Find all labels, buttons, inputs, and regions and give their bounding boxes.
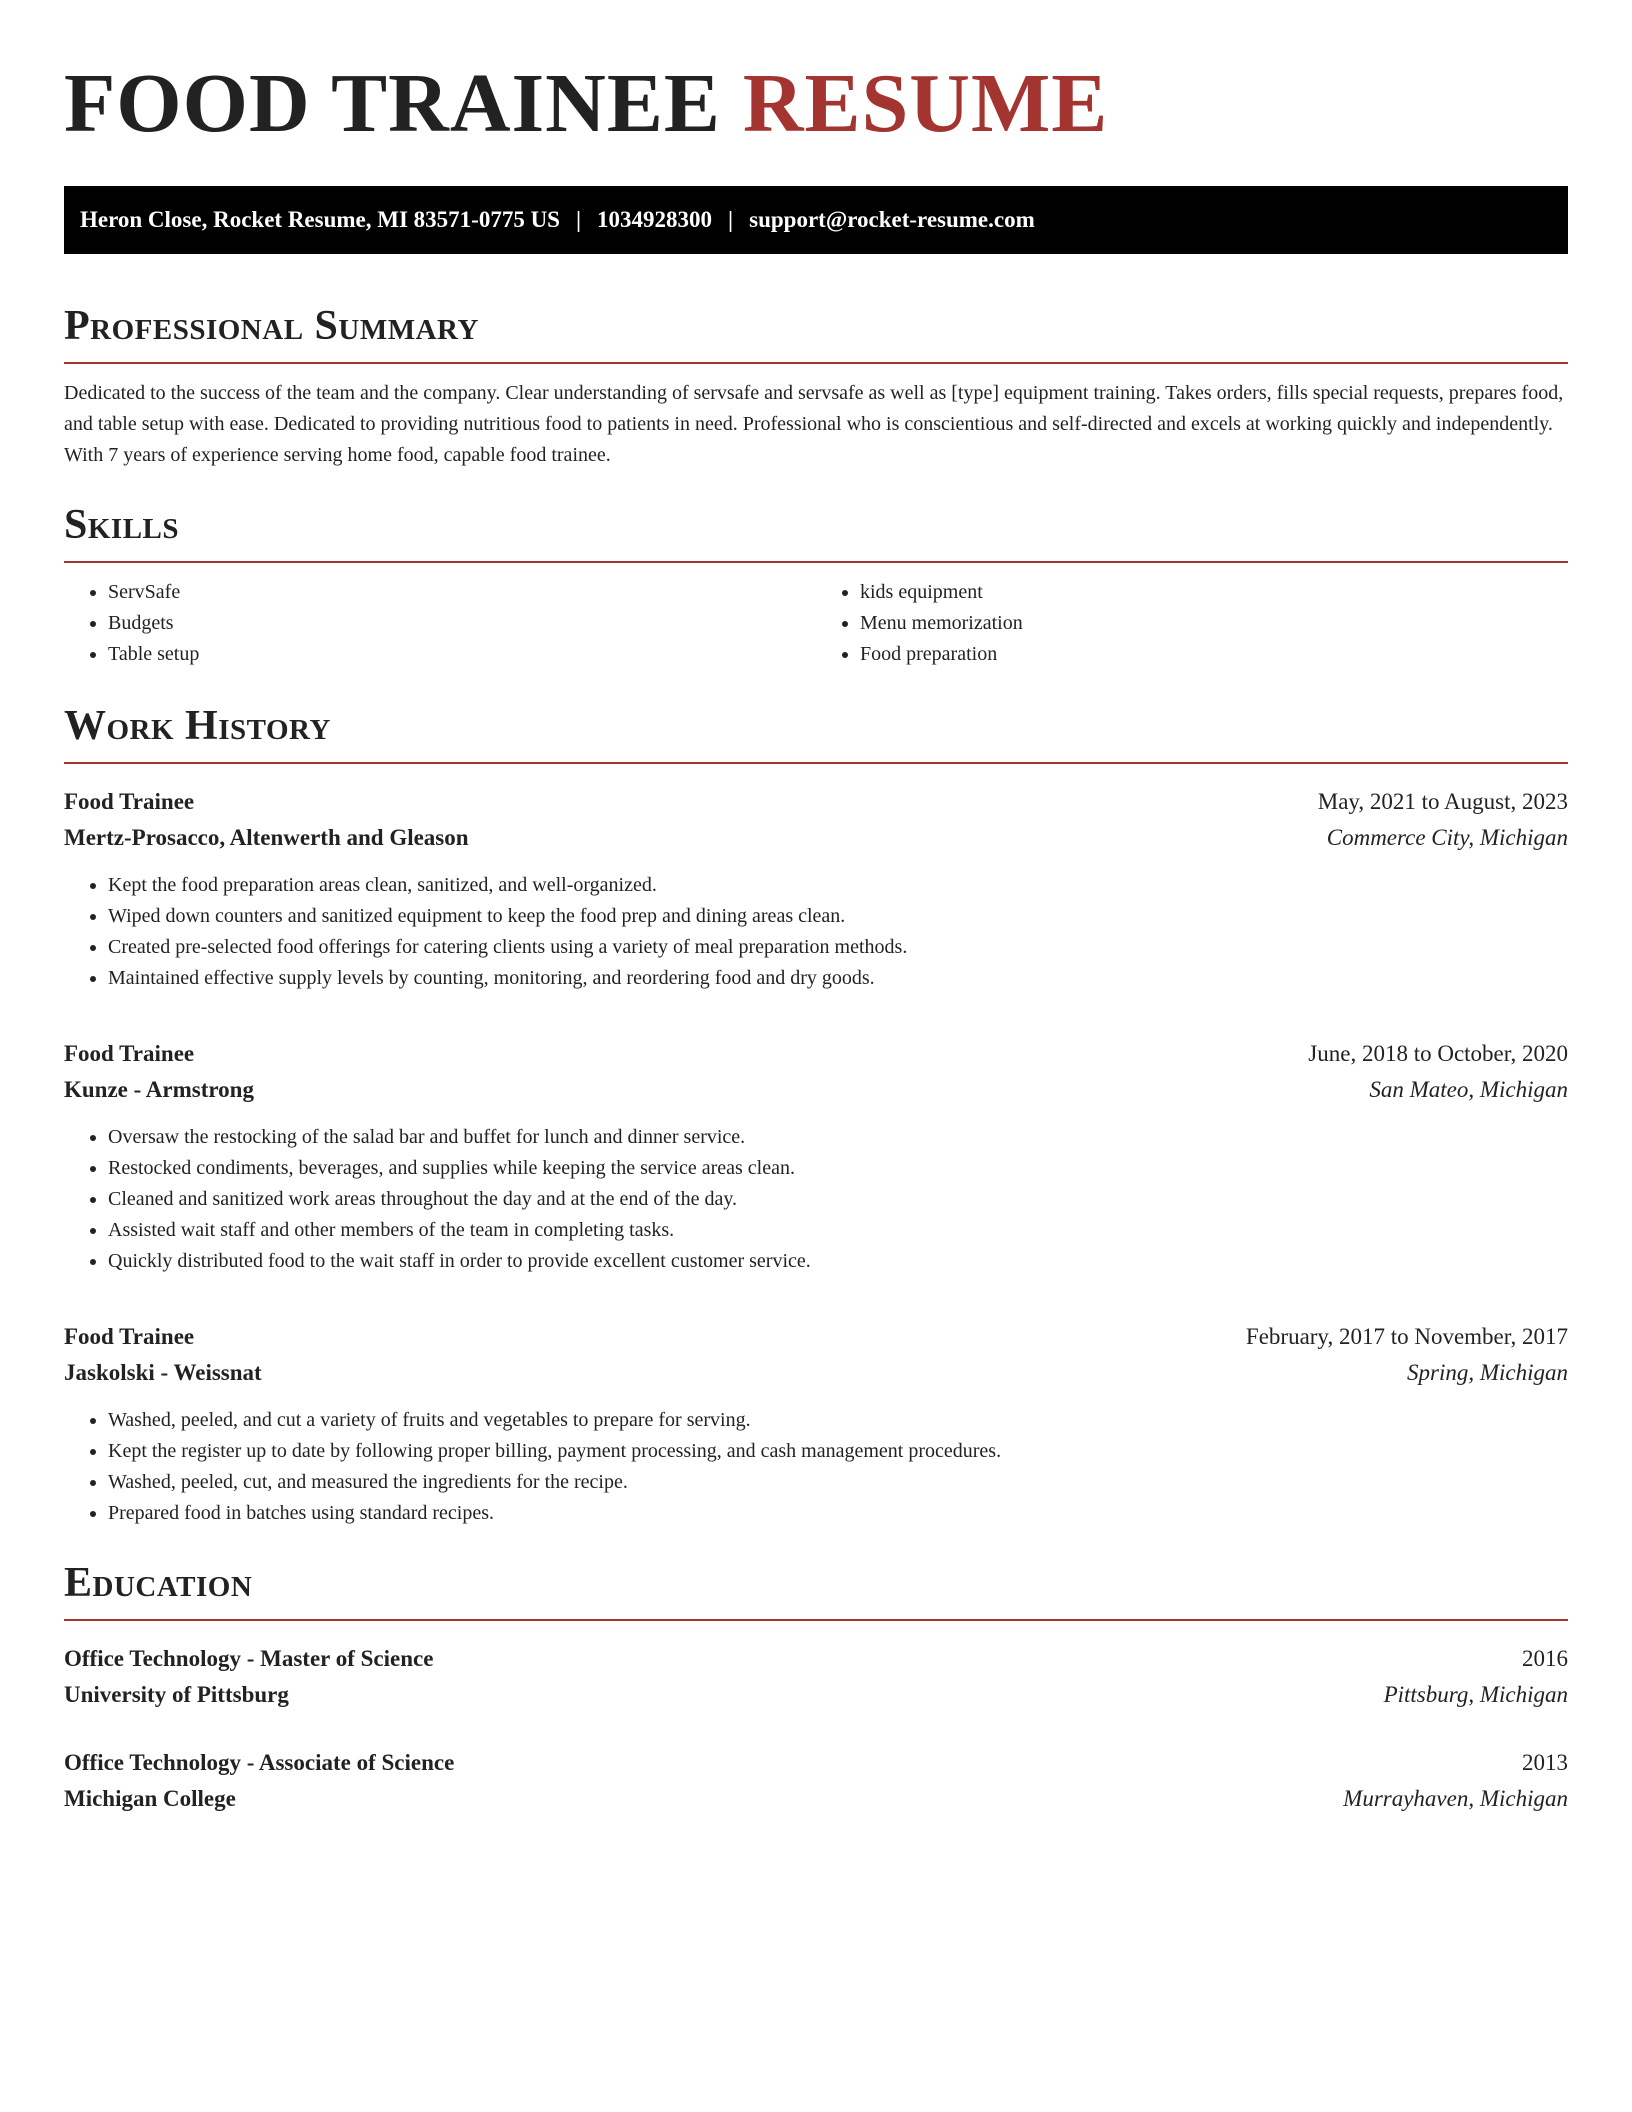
summary-section bbox=[64, 300, 1568, 471]
job-bullet: • Wiped down counters and sanitized equipment to keep the food prep and dining areas clean. bbox=[108, 901, 1568, 932]
job-company-row bbox=[64, 820, 1568, 856]
skill-item: • Menu memorization bbox=[860, 608, 1568, 639]
title-main: FOOD TRAINEE bbox=[64, 57, 721, 150]
education-location: Pittsburg, Michigan bbox=[1383, 1682, 1568, 1707]
contact-separator: | bbox=[728, 207, 734, 232]
job-title: Food Trainee bbox=[64, 1324, 195, 1349]
section-divider bbox=[64, 561, 1568, 563]
job-title: Food Trainee bbox=[64, 789, 195, 814]
education-degree: Office Technology - Associate of Science bbox=[64, 1750, 455, 1775]
skills-heading: Skills bbox=[64, 502, 180, 548]
job-company-row bbox=[64, 1355, 1568, 1391]
job-dates: February, 2017 to November, 2017 bbox=[1245, 1324, 1568, 1349]
education-school-row bbox=[64, 1677, 1568, 1713]
job-bullet: • Oversaw the restocking of the salad bar and buffet for lunch and dinner service. bbox=[108, 1122, 1568, 1153]
section-divider bbox=[64, 362, 1568, 364]
job-company: Jaskolski - Weissnat bbox=[64, 1360, 262, 1385]
skill-item: • Budgets bbox=[108, 608, 816, 639]
education-heading: Education bbox=[64, 1560, 253, 1606]
section-divider bbox=[64, 1619, 1568, 1621]
contact-email[interactable]: support@rocket-resume.com bbox=[749, 207, 1035, 232]
education-degree-row bbox=[64, 1641, 1568, 1677]
contact-bar bbox=[64, 186, 1568, 254]
contact-phone[interactable]: 1034928300 bbox=[597, 207, 713, 232]
job-bullet: • Kept the food preparation areas clean, sanitized, and well-organized. bbox=[108, 870, 1568, 901]
education-year: 2013 bbox=[1522, 1750, 1568, 1775]
skills-column-right bbox=[816, 577, 1568, 670]
job-entry bbox=[64, 784, 1568, 994]
job-bullet: • Assisted wait staff and other members of the team in completing tasks. bbox=[108, 1215, 1568, 1246]
job-location: San Mateo, Michigan bbox=[1369, 1077, 1568, 1102]
skills-section bbox=[64, 499, 1568, 670]
job-bullets bbox=[64, 870, 1568, 994]
job-bullet: • Maintained effective supply levels by counting, monitoring, and reordering food and dry goods. bbox=[108, 963, 1568, 994]
job-location: Commerce City, Michigan bbox=[1326, 825, 1568, 850]
job-entry bbox=[64, 1036, 1568, 1277]
job-bullet: • Washed, peeled, cut, and measured the ingredients for the recipe. bbox=[108, 1467, 1568, 1498]
job-dates: June, 2018 to October, 2020 bbox=[1308, 1041, 1568, 1066]
education-degree: Office Technology - Master of Science bbox=[64, 1646, 434, 1671]
job-company: Mertz-Prosacco, Altenwerth and Gleason bbox=[64, 825, 469, 850]
job-title: Food Trainee bbox=[64, 1041, 195, 1066]
summary-heading: Professional Summary bbox=[64, 303, 479, 349]
job-bullet: • Prepared food in batches using standard recipes. bbox=[108, 1498, 1568, 1529]
education-school-row bbox=[64, 1781, 1568, 1817]
section-divider bbox=[64, 762, 1568, 764]
education-entry bbox=[64, 1641, 1568, 1713]
job-header-row bbox=[64, 784, 1568, 820]
education-school: Michigan College bbox=[64, 1786, 236, 1811]
job-entry bbox=[64, 1319, 1568, 1529]
job-dates: May, 2021 to August, 2023 bbox=[1317, 789, 1568, 814]
skills-grid bbox=[64, 577, 1568, 670]
job-bullets bbox=[64, 1405, 1568, 1529]
education-year: 2016 bbox=[1522, 1646, 1568, 1671]
job-bullet: • Quickly distributed food to the wait staff in order to provide excellent customer service. bbox=[108, 1246, 1568, 1277]
job-bullets bbox=[64, 1122, 1568, 1277]
skill-item: • Food preparation bbox=[860, 639, 1568, 670]
job-header-row bbox=[64, 1036, 1568, 1072]
education-degree-row bbox=[64, 1745, 1568, 1781]
page-title bbox=[64, 0, 1568, 152]
contact-separator: | bbox=[575, 207, 582, 232]
skills-column-left bbox=[64, 577, 816, 670]
education-school: University of Pittsburg bbox=[64, 1682, 289, 1707]
skill-item: • kids equipment bbox=[860, 577, 1568, 608]
summary-text: Dedicated to the success of the team and the company. Clear understanding of servsafe and servsafe as well as [type] equipment training. Takes orders, fills special requests, prepares food, and table setup with ease. Dedicated to providing nutritious food to patients in need. Professional who is conscientious and self-directed and excels at working quickly and independently. With 7 years of experience serving home food, capable food trainee. bbox=[64, 382, 1564, 466]
skill-item: • Table setup bbox=[108, 639, 816, 670]
job-location: Spring, Michigan bbox=[1407, 1360, 1568, 1385]
skill-item: • ServSafe bbox=[108, 577, 816, 608]
job-bullet: • Created pre-selected food offerings for catering clients using a variety of meal preparation methods. bbox=[108, 932, 1568, 963]
job-company-row bbox=[64, 1072, 1568, 1108]
title-accent: RESUME bbox=[742, 57, 1109, 150]
work-history-heading: Work History bbox=[64, 703, 331, 749]
work-history-section bbox=[64, 700, 1568, 1529]
education-location: Murrayhaven, Michigan bbox=[1343, 1786, 1568, 1811]
education-entry bbox=[64, 1745, 1568, 1817]
job-bullet: • Washed, peeled, and cut a variety of fruits and vegetables to prepare for serving. bbox=[108, 1405, 1568, 1436]
job-company: Kunze - Armstrong bbox=[64, 1077, 254, 1102]
job-bullet: • Cleaned and sanitized work areas throughout the day and at the end of the day. bbox=[108, 1184, 1568, 1215]
job-header-row bbox=[64, 1319, 1568, 1355]
contact-address: Heron Close, Rocket Resume, MI 83571-0775 US bbox=[80, 207, 560, 232]
education-section bbox=[64, 1557, 1568, 1817]
job-bullet: • Restocked condiments, beverages, and supplies while keeping the service areas clean. bbox=[108, 1153, 1568, 1184]
job-bullet: • Kept the register up to date by following proper billing, payment processing, and cash management procedures. bbox=[108, 1436, 1568, 1467]
